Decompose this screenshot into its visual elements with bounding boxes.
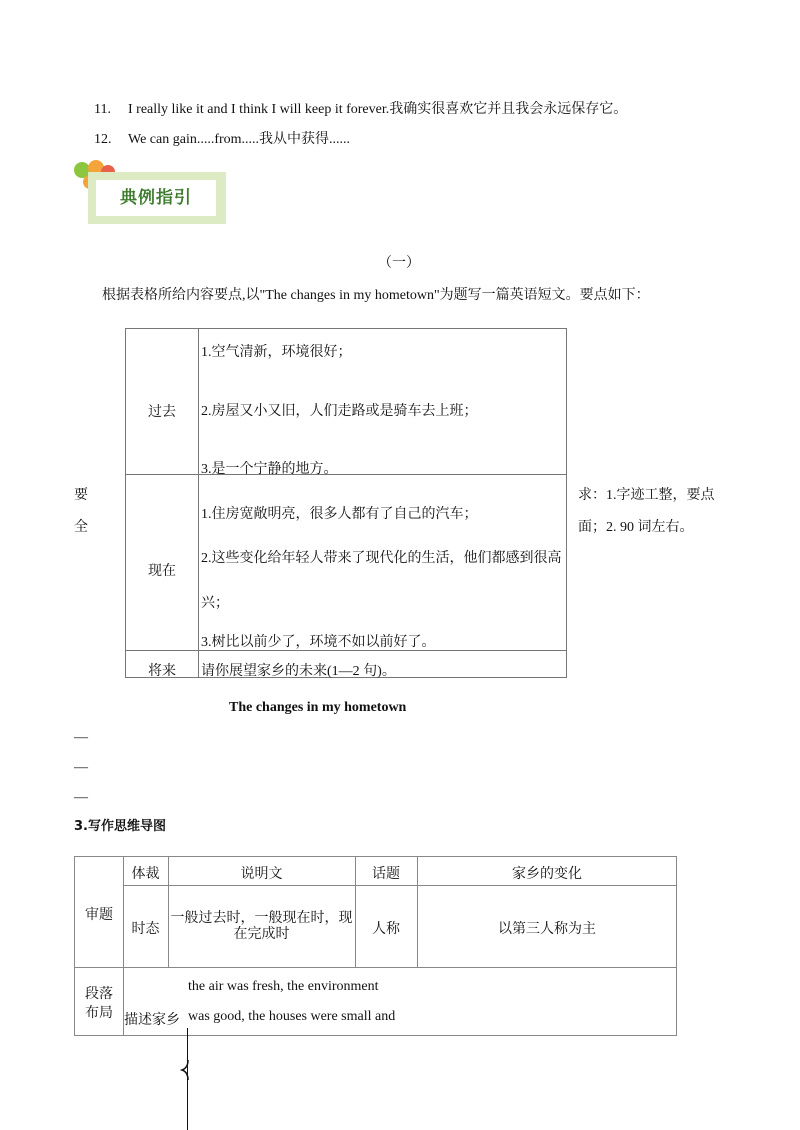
person-label: 人称	[372, 922, 400, 937]
phrase-item	[94, 98, 627, 118]
table-cell: 1.住房宽敞明亮，很多人都有了自己的汽车；	[201, 507, 478, 522]
review-label: 审题	[85, 908, 113, 923]
requirements-table	[125, 328, 567, 678]
table-cell: 3.树比以前少了，环境不如以前好了。	[201, 635, 436, 650]
row-label-present: 现在	[148, 564, 176, 579]
brace-point-icon	[180, 1060, 192, 1080]
row-label-past: 过去	[148, 405, 176, 420]
mind-map-heading: 3.写作思维导图	[74, 819, 166, 834]
instruction-text: 根据表格所给内容要点,以"The changes in my hometown"为题写一篇英语短文。要点如下：	[102, 288, 650, 303]
blank-line: —	[74, 760, 88, 775]
essay-title: The changes in my hometown	[229, 700, 407, 715]
genre-label: 体裁	[131, 867, 160, 882]
topic-value: 家乡的变化	[512, 867, 582, 882]
table-cell: 3.是一个宁静的地方。	[201, 462, 338, 477]
layout-label: 段落 布局	[85, 987, 113, 1021]
phrase-item	[94, 128, 350, 148]
phrase-number: 12.	[94, 132, 112, 147]
phrase-text: We can gain.....from.....我从中获得......	[128, 132, 351, 147]
phrase-number: 11.	[94, 102, 111, 117]
side-text-left: 要	[74, 488, 88, 503]
side-text-right: 面；2. 90 词左右。	[578, 520, 694, 535]
phrase-text: I really like it and I think I will keep it forever.我确实很喜欢它并且我会永远保存它。	[128, 102, 628, 117]
table-cell: 1.空气清新，环境很好；	[201, 345, 352, 360]
side-text-left: 全	[74, 520, 88, 535]
mind-map-table	[74, 856, 677, 1036]
table-cell: 兴；	[201, 596, 229, 611]
person-value: 以第三人称为主	[498, 922, 596, 937]
table-cell: 请你展望家乡的未来(1—2 句)。	[201, 664, 396, 679]
blank-line: —	[74, 730, 88, 745]
genre-value: 说明文	[240, 867, 283, 882]
section-badge-label: 典例指引	[120, 188, 192, 208]
describe-text: the air was fresh, the environment	[188, 979, 379, 994]
describe-text: was good, the houses were small and	[188, 1009, 396, 1024]
table-cell: 2.这些变化给年轻人带来了现代化的生活，他们都感到很高	[201, 551, 562, 566]
example-number: （一）	[378, 256, 420, 271]
topic-label: 话题	[372, 867, 400, 882]
table-cell: 2.房屋又小又旧，人们走路或是骑车去上班；	[201, 404, 478, 419]
tense-value: 一般过去时，一般现在时，现 在完成时	[170, 911, 353, 942]
row-label-future: 将来	[148, 664, 176, 679]
describe-label: 描述家乡	[124, 1013, 180, 1028]
side-text-right: 求：1.字迹工整，要点	[578, 488, 715, 503]
blank-line: —	[74, 790, 88, 805]
tense-label: 时态	[131, 922, 160, 937]
